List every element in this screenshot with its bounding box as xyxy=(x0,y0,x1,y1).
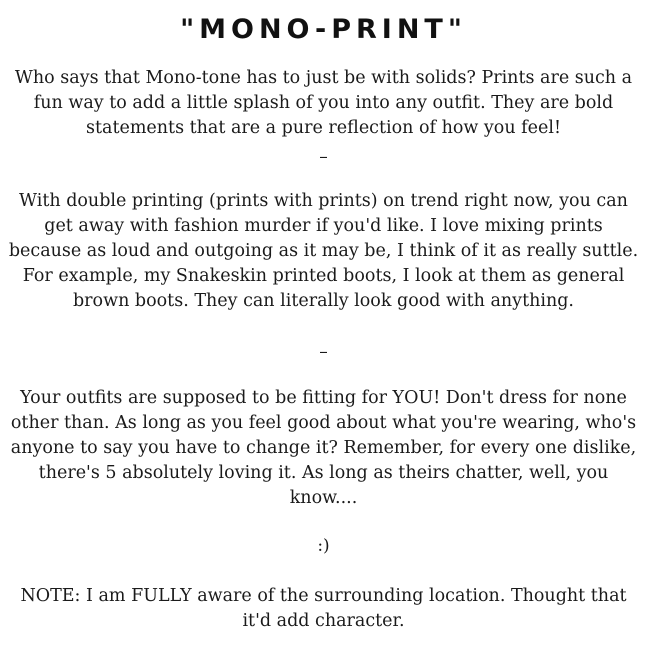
paragraph-double-printing: With double printing (prints with prints) on trend right now, you can get away with fashion murder if you'd like. I love mixing prints because as loud and outgoing as it may be, I think of it as really suttle. For example, my Snakeskin printed boots, I look at them as general brown boots. They can literally look good with anything. xyxy=(8,191,639,311)
separator-dash: – xyxy=(319,342,328,362)
paragraph-outfits: Your outfits are supposed to be fitting for YOU! Don't dress for none other than. As long as you feel good about what you're wearing, who's anyone to say you have to change it? Remember, for every one dislike, there's 5 absolutely loving it. As long as theirs chatter, well, you know.... xyxy=(10,388,637,508)
post-title: "MONO-PRINT" xyxy=(180,14,467,45)
smiley-text: :) xyxy=(317,536,330,556)
note-text: NOTE: I am FULLY aware of the surrounding location. Thought that it'd add character. xyxy=(20,586,627,631)
paragraph-intro: Who says that Mono-tone has to just be with solids? Prints are such a fun way to add a little splash of you into any outfit. They are bold statements that are a pure reflection of how you feel! xyxy=(14,68,633,138)
separator-dash: – xyxy=(319,147,328,167)
